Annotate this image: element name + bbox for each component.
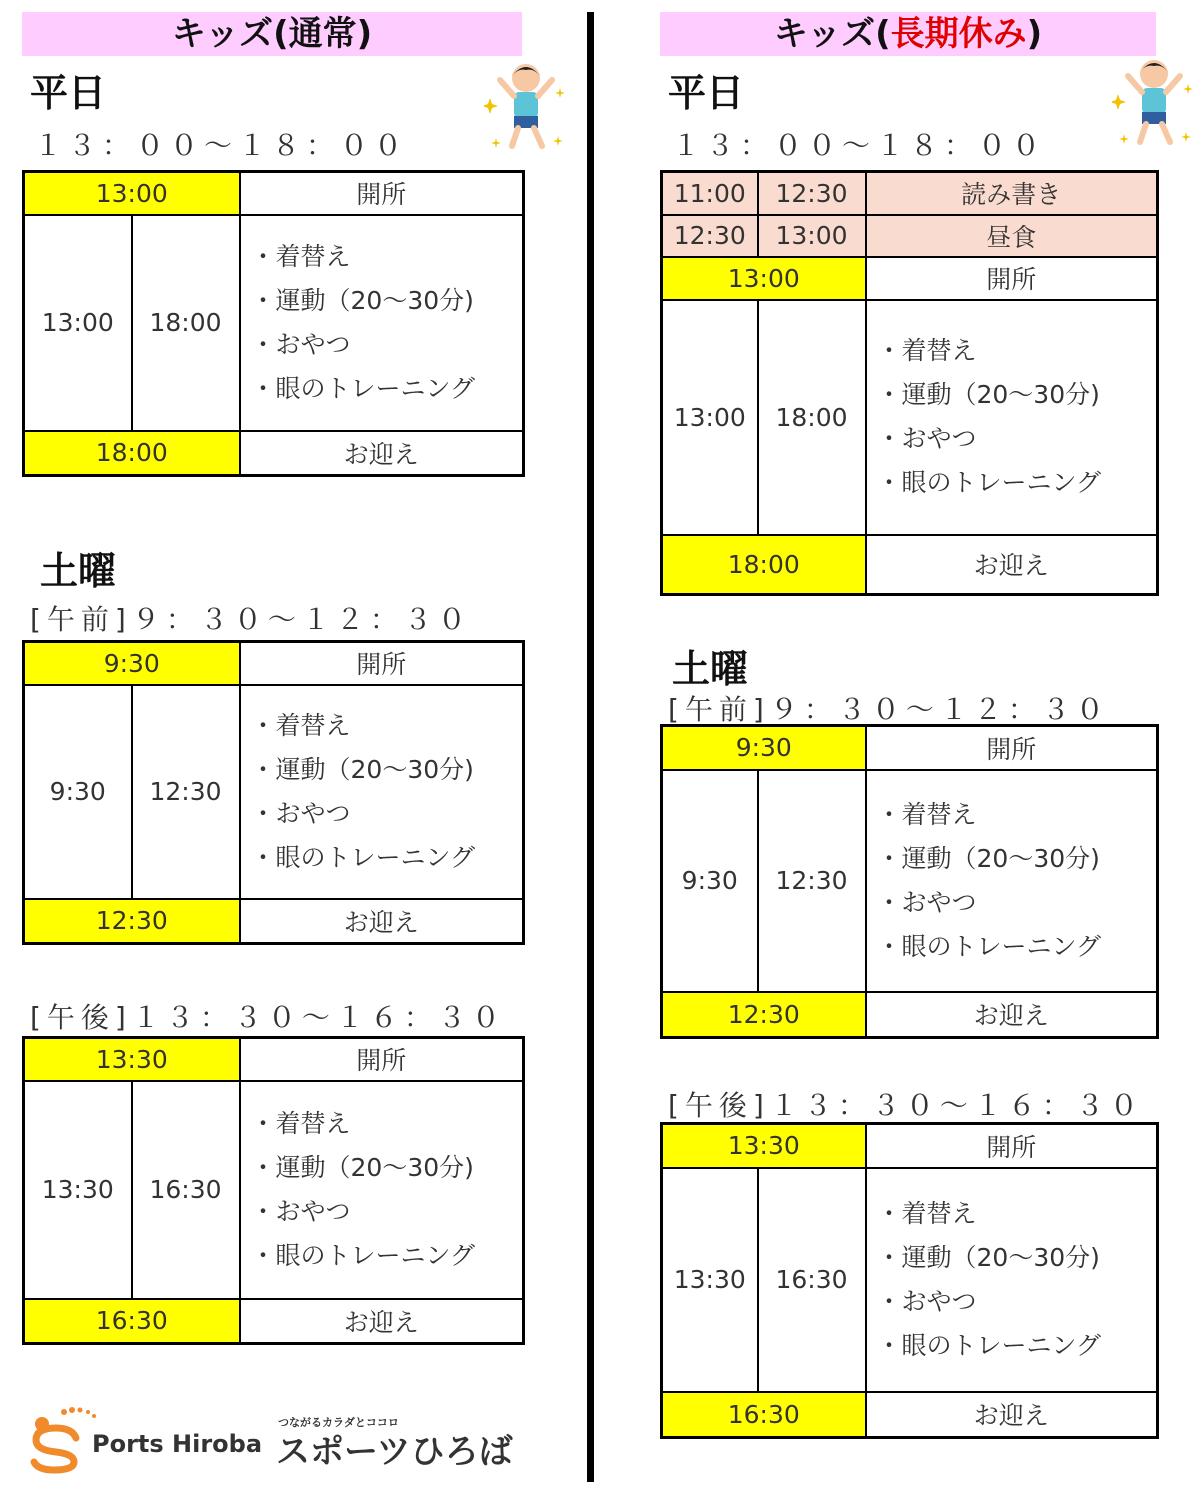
logo-s-icon — [28, 1404, 98, 1476]
activities-list — [866, 770, 1158, 992]
open-label: 開所 — [240, 642, 524, 685]
right-saturday-heading: 土曜 — [672, 647, 749, 691]
kid-cheering-icon — [1112, 54, 1196, 150]
pre-row-end: 13:00 — [758, 215, 866, 257]
pickup-label: お迎え — [240, 431, 524, 476]
start-time: 9:30 — [662, 770, 758, 992]
activity-item: ・おやつ — [876, 1286, 977, 1316]
left-saturday-heading: 土曜 — [40, 549, 117, 593]
activity-item: ・運動（20〜30分) — [876, 843, 1100, 873]
left-saturday-am-table — [22, 640, 525, 945]
start-time: 9:30 — [24, 685, 132, 899]
activity-item: ・眼のトレーニング — [250, 1240, 476, 1270]
open-label: 開所 — [866, 257, 1158, 300]
right-saturday-am-table — [660, 724, 1159, 1039]
right-weekday-table — [660, 170, 1159, 596]
logo-japanese: スポーツひろば — [276, 1432, 513, 1472]
open-time: 13:30 — [662, 1124, 866, 1168]
activities-list — [240, 215, 524, 431]
start-time: 13:00 — [24, 215, 132, 431]
activity-item: ・おやつ — [876, 424, 977, 453]
pickup-time: 12:30 — [24, 899, 240, 944]
pickup-time: 18:00 — [24, 431, 240, 476]
open-time: 13:30 — [24, 1038, 240, 1081]
open-time: 13:00 — [24, 172, 240, 215]
pre-row-start: 12:30 — [662, 215, 758, 257]
right-saturday-pm-table — [660, 1122, 1159, 1439]
logo-tagline: つながるカラダとココロ — [278, 1416, 399, 1429]
activity-item: ・眼のトレーニング — [876, 468, 1102, 497]
activity-item: ・眼のトレーニング — [250, 373, 476, 403]
right-saturday-pm-time: [午後]１３：３０〜１６：３０ — [668, 1089, 1144, 1122]
right-weekday-heading: 平日 — [668, 71, 745, 115]
right-title-suffix: ) — [1026, 14, 1043, 54]
open-label: 開所 — [240, 1038, 524, 1081]
end-time: 12:30 — [132, 685, 240, 899]
end-time: 18:00 — [758, 300, 866, 535]
left-weekday-heading: 平日 — [30, 71, 107, 115]
logo-english: Ports Hiroba — [92, 1430, 263, 1458]
left-title-banner — [22, 12, 522, 56]
pickup-time: 12:30 — [662, 992, 866, 1038]
activity-item: ・運動（20〜30分) — [250, 1152, 474, 1182]
activity-item: ・着替え — [876, 1198, 977, 1228]
open-label: 開所 — [866, 1124, 1158, 1168]
pickup-label: お迎え — [240, 1299, 524, 1344]
activity-item: ・眼のトレーニング — [876, 1330, 1102, 1360]
activity-item: ・着替え — [250, 710, 351, 740]
end-time: 18:00 — [132, 215, 240, 431]
kid-cheering-icon — [484, 58, 568, 154]
end-time: 12:30 — [758, 770, 866, 992]
activity-item: ・運動（20〜30分) — [876, 1242, 1100, 1272]
pre-row-label: 読み書き — [866, 172, 1158, 215]
pickup-label: お迎え — [866, 535, 1158, 595]
pre-row-end: 12:30 — [758, 172, 866, 215]
activities-list — [866, 1168, 1158, 1392]
activity-item: ・着替え — [876, 799, 977, 829]
activity-item: ・眼のトレーニング — [250, 842, 476, 872]
activity-item: ・おやつ — [250, 329, 351, 359]
right-title-highlight: 長期休み — [890, 14, 1027, 54]
open-time: 9:30 — [24, 642, 240, 685]
column-divider — [587, 12, 594, 1482]
start-time: 13:30 — [662, 1168, 758, 1392]
right-title-prefix: キッズ( — [773, 14, 891, 54]
activity-item: ・おやつ — [250, 798, 351, 828]
right-title-banner — [660, 12, 1156, 56]
left-title: キッズ(通常) — [171, 14, 373, 54]
left-weekday-table — [22, 170, 525, 477]
activities-list — [240, 685, 524, 899]
open-time: 9:30 — [662, 726, 866, 770]
left-saturday-am-time: [午前]９：３０〜１２：３０ — [30, 603, 472, 636]
end-time: 16:30 — [132, 1081, 240, 1299]
start-time: 13:30 — [24, 1081, 132, 1299]
pickup-time: 18:00 — [662, 535, 866, 595]
right-weekday-time: １３：００〜１８：００ — [672, 129, 1047, 162]
activity-item: ・眼のトレーニング — [876, 931, 1102, 961]
pickup-label: お迎え — [240, 899, 524, 944]
left-saturday-pm-time: [午後]１３：３０〜１６：３０ — [30, 1001, 506, 1034]
activities-list — [240, 1081, 524, 1299]
open-time: 13:00 — [662, 257, 866, 300]
pre-row-start: 11:00 — [662, 172, 758, 215]
left-saturday-pm-table — [22, 1036, 525, 1345]
open-label: 開所 — [866, 726, 1158, 770]
pre-row-label: 昼食 — [866, 215, 1158, 257]
activity-item: ・おやつ — [250, 1196, 351, 1226]
brand-logo — [28, 1404, 548, 1476]
activity-item: ・運動（20〜30分) — [250, 285, 474, 315]
activities-list — [866, 300, 1158, 535]
pickup-time: 16:30 — [24, 1299, 240, 1344]
activity-item: ・運動（20〜30分) — [876, 380, 1100, 409]
open-label: 開所 — [240, 172, 524, 215]
pickup-label: お迎え — [866, 992, 1158, 1038]
right-saturday-am-time: [午前]９：３０〜１２：３０ — [668, 693, 1110, 726]
activity-item: ・着替え — [250, 1108, 351, 1138]
pickup-time: 16:30 — [662, 1392, 866, 1438]
left-weekday-time: １３：００〜１８：００ — [34, 129, 409, 162]
activity-item: ・着替え — [250, 241, 351, 271]
activity-item: ・おやつ — [876, 887, 977, 917]
activity-item: ・運動（20〜30分) — [250, 754, 474, 784]
pickup-label: お迎え — [866, 1392, 1158, 1438]
end-time: 16:30 — [758, 1168, 866, 1392]
start-time: 13:00 — [662, 300, 758, 535]
activity-item: ・着替え — [876, 336, 977, 365]
